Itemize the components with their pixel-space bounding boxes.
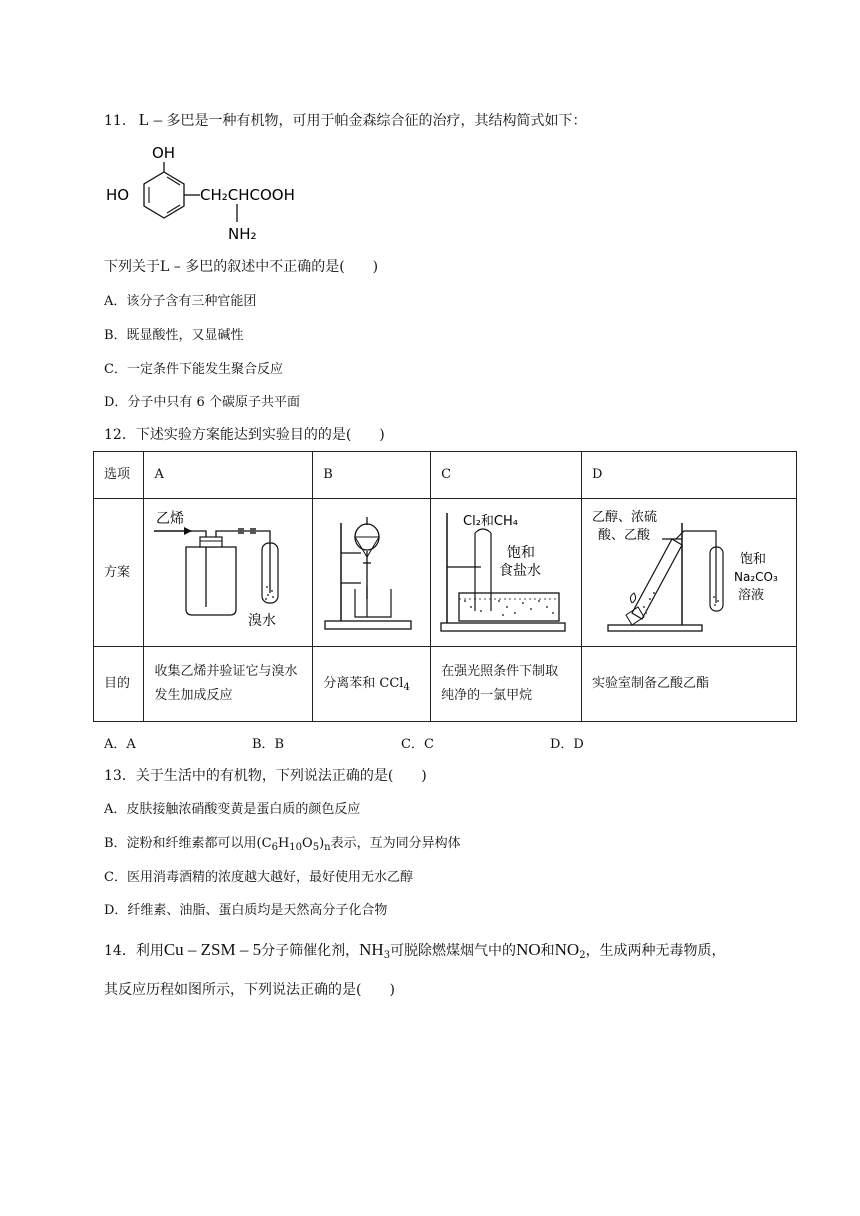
q13-b-mid3: )	[319, 836, 325, 851]
q12-purpose-row	[94, 647, 797, 722]
q13-b-post: 表示，互为同分异构体	[330, 836, 461, 851]
q14-nh3-sub: 3	[383, 950, 391, 961]
q14-nh3: NH	[359, 940, 384, 959]
oh-top-label: OH	[152, 144, 176, 162]
q12-figure-c-cell	[431, 499, 582, 647]
q11-stem	[104, 110, 587, 131]
q12-answer-c: C．C	[401, 737, 434, 752]
q14-no: NO	[516, 940, 541, 959]
q14-no2-sub: 2	[579, 950, 586, 961]
q11-option-c: C．一定条件下能发生聚合反应	[104, 362, 283, 377]
q14-catalyst: Cu – ZSM – 5	[163, 940, 262, 959]
fig-d-left-label-1: 乙醇、浓硫	[592, 510, 658, 525]
q13-b-sub2: 10	[289, 842, 303, 853]
q14-stem-line1	[104, 940, 726, 961]
q12-purpose-label: 目的	[94, 647, 144, 722]
q14-p5: ，生成两种无毒物质，	[585, 943, 726, 959]
fig-c-liquid-label-2: 食盐水	[499, 563, 542, 579]
q11-question: 下列关于L – 多巴的叙述中不正确的是( )	[104, 259, 379, 275]
q14-p3: 可脱除燃煤烟气中的	[390, 943, 517, 959]
fig-a-gas-label: 乙烯	[156, 511, 185, 527]
q11-l: L	[138, 110, 150, 129]
apparatus-a-figure	[150, 503, 300, 633]
l-dopa-structure	[104, 138, 314, 248]
nh2-label: NH₂	[228, 225, 257, 243]
apparatus-b-figure	[319, 503, 419, 633]
q13-option-b	[104, 834, 461, 854]
q12-answer-a: A．A	[104, 737, 136, 752]
q12-purpose-a: 收集乙烯并验证它与溴水发生加成反应	[144, 647, 313, 722]
q12-figure-b-cell	[313, 499, 431, 647]
q12-scheme-row	[94, 499, 797, 647]
q12-header-row	[94, 452, 797, 499]
q13-b-mid2: O	[302, 836, 313, 851]
fig-c-liquid-label-1: 饱和	[507, 545, 536, 561]
fig-a-liquid-label: 溴水	[248, 613, 277, 629]
q11-dash: –	[153, 110, 163, 129]
fig-c-gas-label: Cl₂和CH₄	[463, 514, 519, 529]
q11-option-b: B．既显酸性，又显碱性	[104, 328, 244, 343]
q13-b-pre: B．淀粉和纤维素都可以用(C	[104, 836, 272, 851]
q12-header-c: C	[431, 452, 582, 499]
apparatus-c-figure	[437, 503, 573, 633]
q12-figure-a-cell	[144, 499, 313, 647]
q11-stem-text: 多巴是一种有机物，可用于帕金森综合征的治疗，其结构简式如下：	[166, 113, 587, 129]
q12-figure-d-cell	[582, 499, 797, 647]
q12-table	[93, 451, 797, 722]
q13-option-c: C．医用消毒酒精的浓度越大越好，最好使用无水乙醇	[104, 870, 413, 885]
q11-option-d: D．分子中只有 6 个碳原子共平面	[104, 395, 300, 410]
q13-b-sub3: 5	[312, 842, 320, 853]
fig-d-right-label-3: 溶液	[738, 588, 765, 603]
q12-answer-b: B．B	[252, 737, 285, 752]
side-chain-label: CH₂CHCOOH	[200, 186, 295, 204]
q13-option-d: D．纤维素、油脂、蛋白质均是天然高分子化合物	[104, 903, 388, 918]
q12-purpose-c: 在强光照条件下制取纯净的一氯甲烷	[431, 647, 582, 722]
q13-option-a: A．皮肤接触浓硝酸变黄是蛋白质的颜色反应	[104, 802, 361, 817]
q11-number: 11.	[104, 113, 127, 129]
q12-purpose-b	[313, 647, 431, 722]
q14-p1: 14．利用	[104, 943, 164, 959]
apparatus-d-figure	[588, 503, 788, 633]
q12-purpose-b-text: 分离苯和 CCl	[323, 676, 404, 691]
q12-scheme-label: 方案	[94, 499, 144, 647]
q13-b-sub1: 6	[271, 842, 278, 853]
q14-no2: NO	[554, 940, 580, 959]
q12-header-label: 选项	[94, 452, 144, 499]
q13-stem: 13．关于生活中的有机物，下列说法正确的是( )	[104, 768, 427, 784]
fig-d-left-label-2: 酸、乙酸	[598, 528, 651, 543]
q12-answer-d: D．D	[550, 737, 584, 752]
q14-p4: 和	[540, 943, 555, 959]
q14-stem-line2: 其反应历程如图所示，下列说法正确的是( )	[104, 982, 395, 998]
q11-option-a: A．该分子含有三种官能团	[104, 294, 257, 309]
q12-stem: 12．下述实验方案能达到实验目的的是( )	[104, 427, 385, 443]
q14-p2: 分子筛催化剂，	[261, 943, 360, 959]
fig-d-right-label-2: Na₂CO₃	[734, 570, 778, 584]
q13-b-mid1: H	[277, 836, 290, 851]
q13-b-sub4: n	[324, 842, 331, 853]
q12-purpose-b-sub: 4	[403, 682, 410, 693]
fig-d-right-label-1: 饱和	[740, 552, 767, 567]
q12-header-b: B	[313, 452, 431, 499]
q12-header-d: D	[582, 452, 797, 499]
q12-purpose-d: 实验室制备乙酸乙酯	[582, 647, 797, 722]
q12-header-a: A	[144, 452, 313, 499]
ho-left-label: HO	[106, 186, 130, 204]
